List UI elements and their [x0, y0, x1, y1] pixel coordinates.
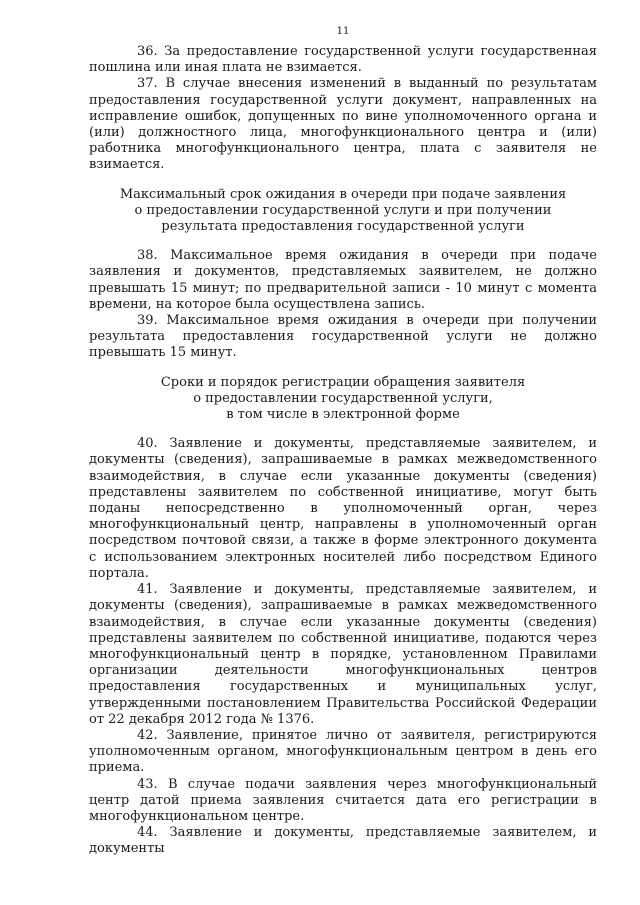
heading-line: о предоставлении государственной услуги, [193, 390, 493, 406]
paragraph-36: 36. За предоставление государственной услуги государственная пошлина или иная плата не взимается. [89, 44, 597, 76]
paragraph-38: 38. Максимальное время ожидания в очереди при подаче заявления и документов, представляемых заявителем, не должно превышать 15 минут; по предварительной записи - 10 минут с момента времени, на которое была осуществлена запись. [89, 248, 597, 312]
paragraph-43: 43. В случае подачи заявления через многофункциональный центр датой приема заявления считается дата его регистрации в многофункциональном центре. [89, 776, 597, 824]
paragraph-41: 41. Заявление и документы, представляемые заявителем, и документы (сведения), запрашиваемые в рамках межведомственного взаимодействия, в случае если указанные документы (сведения) представлены заявителем по собственной инициативе, подаются через многофункциональный центр в порядке, установленном Правилами организации деятельности многофункциональных центров предоставления государственных и муниципальных услуг, утвержденными постановлением Правительства Российской Федерации от 22 декабря 2012 года № 1376. [89, 582, 597, 727]
paragraph-37: 37. В случае внесения изменений в выданный по результатам предоставления государственной услуги документ, направленных на исправление ошибок, допущенных по вине уполномоченного органа и (или) должностного лица, многофункционального центра и (или) работника многофункционального центра, плата с заявителя не взимается. [89, 76, 597, 173]
paragraph-39: 39. Максимальное время ожидания в очереди при получении результата предоставления государственной услуги не должно превышать 15 минут. [89, 313, 597, 361]
page-number: 11 [336, 26, 350, 37]
document-body [89, 44, 597, 858]
section-heading-registration [89, 375, 597, 424]
paragraph-42: 42. Заявление, принятое лично от заявителя, регистрируются уполномоченным органом, многофункциональным центром в день его приема. [89, 727, 597, 776]
heading-line: Максимальный срок ожидания в очереди при подаче заявления [119, 186, 567, 202]
section-heading-waiting-time [89, 187, 597, 236]
heading-line: о предоставлении государственной услуги и при получении [134, 202, 552, 218]
paragraph-44: 44. Заявление и документы, представляемые заявителем, и документы [89, 825, 597, 857]
paragraph-40: 40. Заявление и документы, представляемые заявителем, и документы (сведения), запрашиваемые в рамках межведомственного взаимодействия, в случае если указанные документы (сведения) представлены заявителем по собственной инициативе, могут быть поданы непосредственно в уполномоченный орган, через многофункциональный центр, направлены в уполномоченный орган посредством почтовой связи, а также в форме электронного документа с использованием электронных носителей либо посредством Единого портала. [89, 436, 597, 581]
heading-line: результата предоставления государственной услуги [161, 219, 525, 235]
heading-line: Сроки и порядок регистрации обращения заявителя [160, 374, 526, 390]
heading-line: в том числе в электронной форме [226, 407, 460, 423]
